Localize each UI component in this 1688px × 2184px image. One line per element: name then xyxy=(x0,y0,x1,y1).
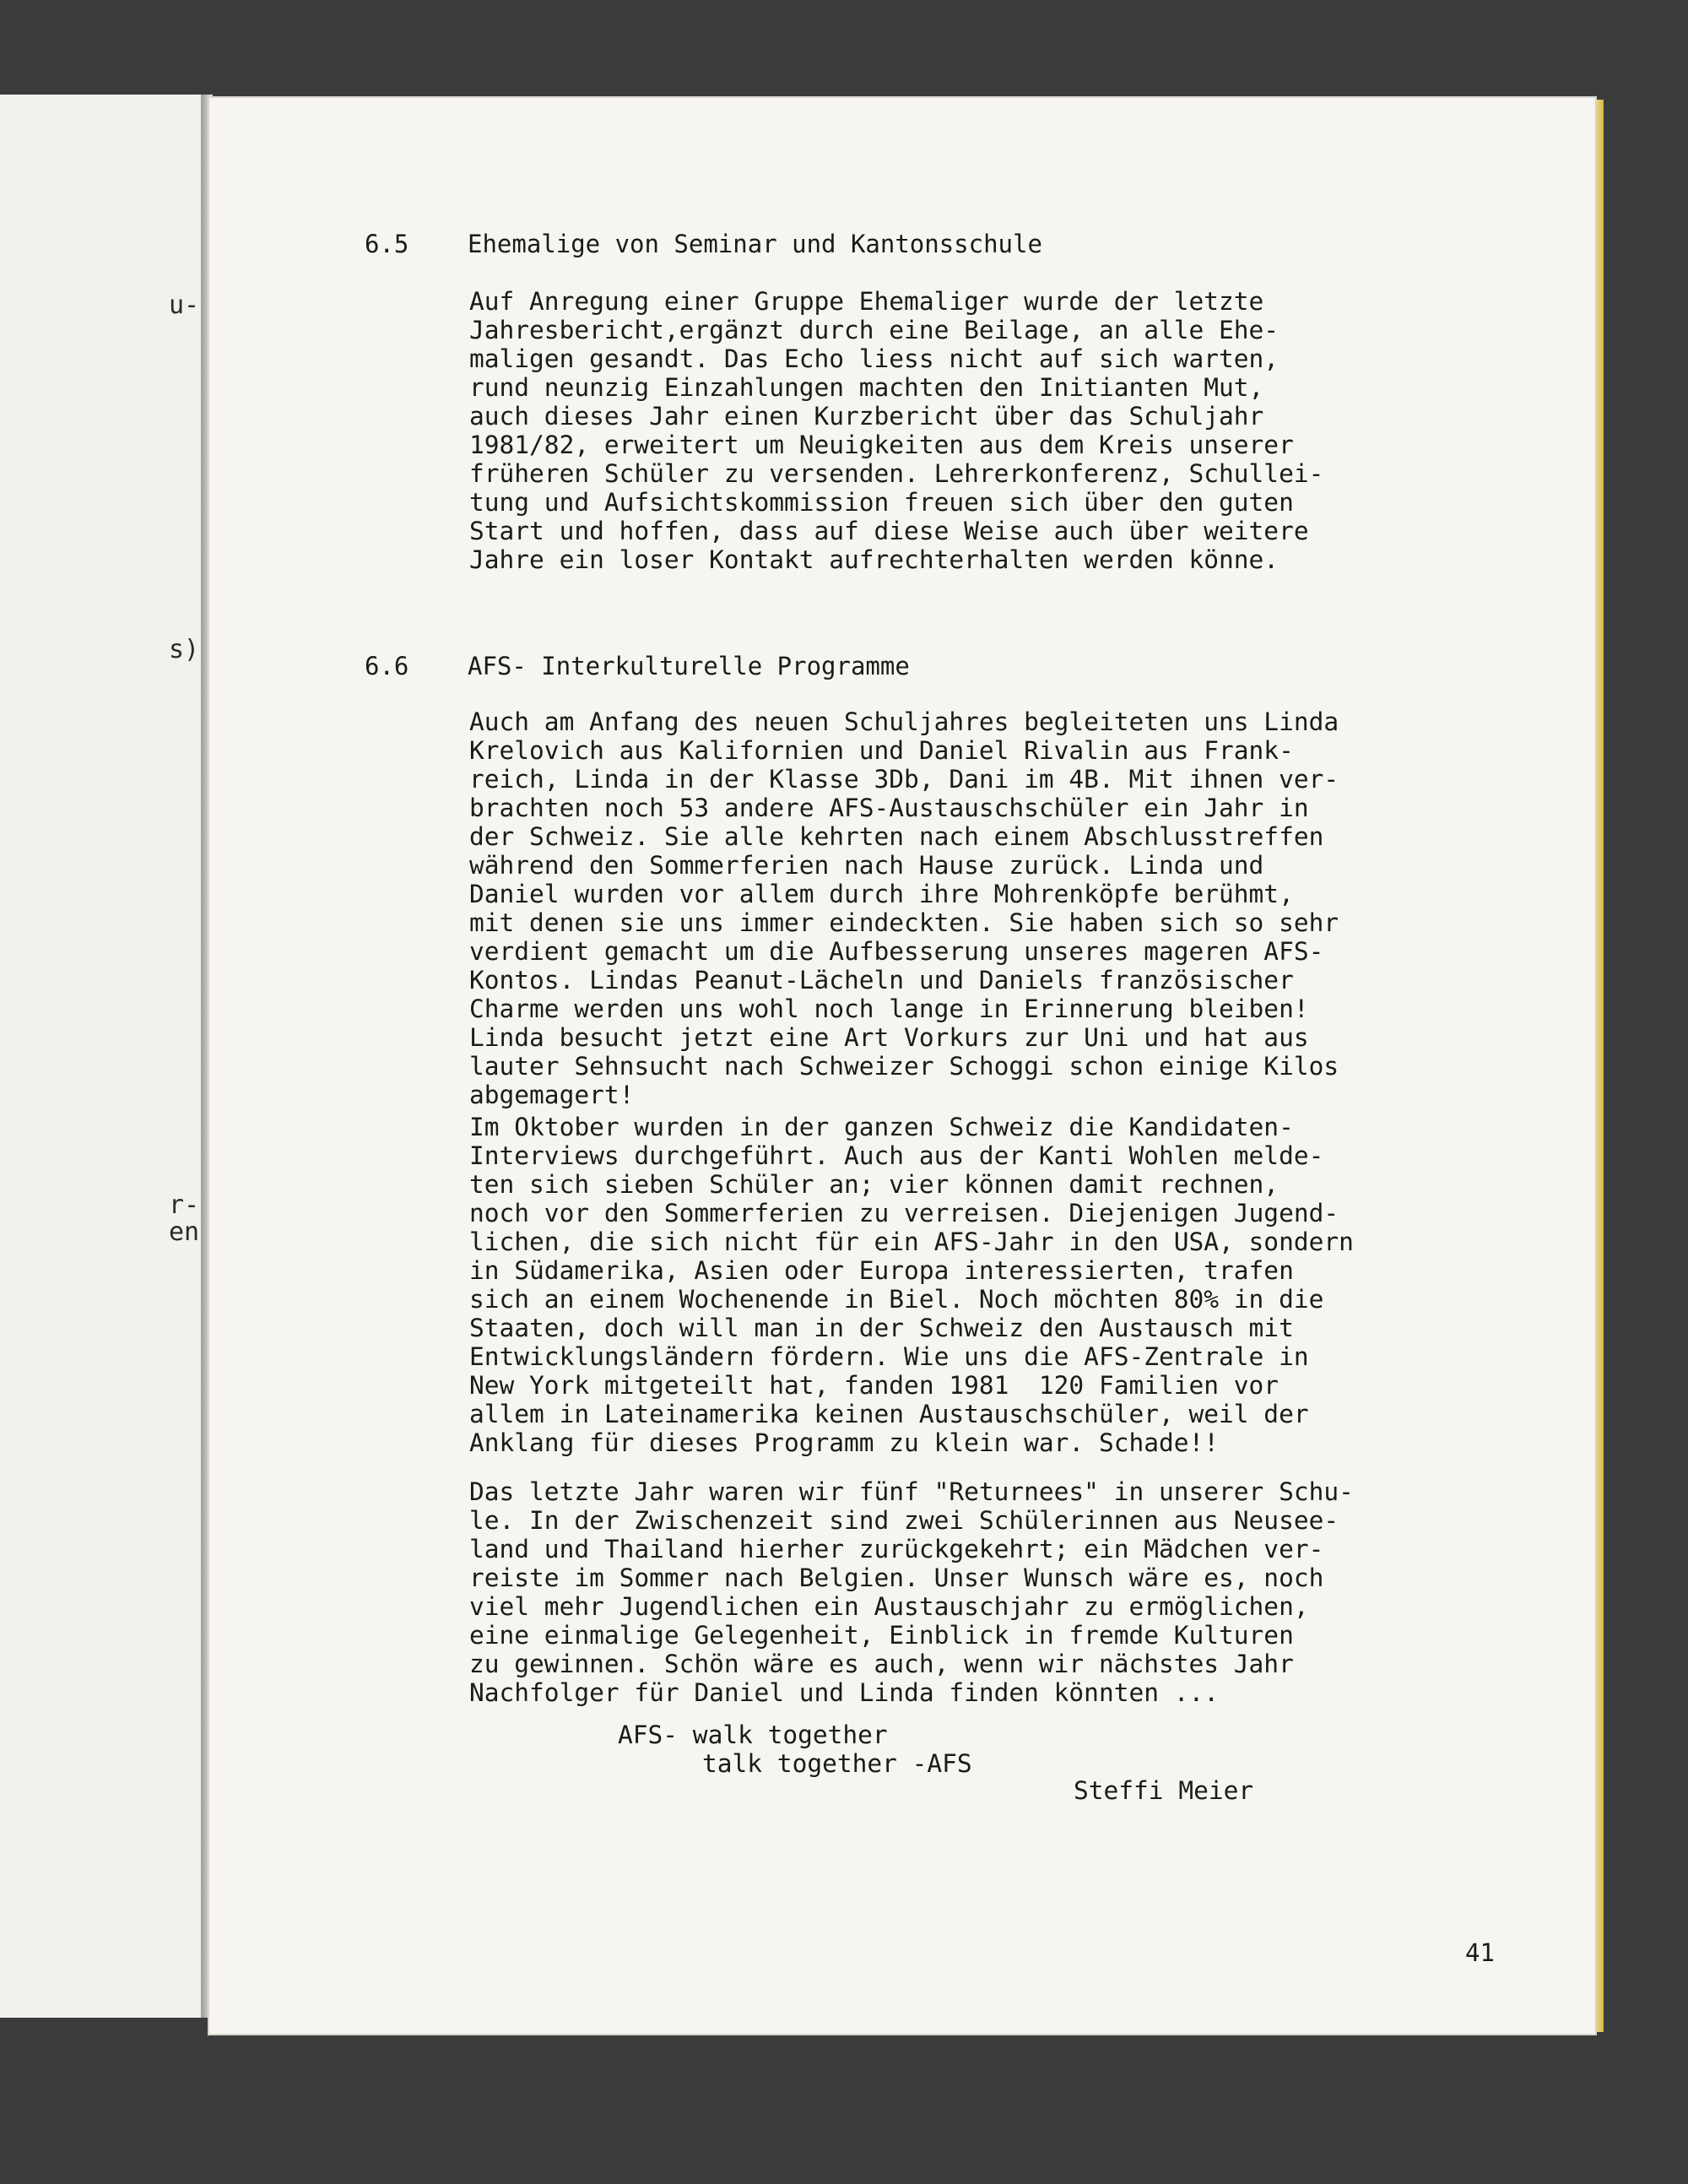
text-line: eine einmalige Gelegenheit, Einblick in fremde Kulturen xyxy=(469,1621,1294,1650)
afs-motto-line-1: AFS- walk together xyxy=(618,1721,888,1749)
text-line: sich an einem Wochenende in Biel. Noch möchten 80% in die xyxy=(469,1285,1324,1314)
text-line: tung und Aufsichtskommission freuen sich über den guten xyxy=(469,488,1294,517)
text-line: le. In der Zwischenzeit sind zwei Schülerinnen aus Neusee- xyxy=(469,1506,1339,1535)
text-line: Krelovich aus Kalifornien und Daniel Rivalin aus Frank- xyxy=(469,736,1294,765)
page-number: 41 xyxy=(1465,1938,1495,1967)
left-page-fragment: r- xyxy=(169,1190,200,1220)
text-line: Auch am Anfang des neuen Schuljahres begleiteten uns Linda xyxy=(469,707,1339,736)
text-line: Nachfolger für Daniel und Linda finden könnten ... xyxy=(469,1678,1220,1707)
text-line: Charme werden uns wohl noch lange in Erinnerung bleiben! xyxy=(469,994,1309,1023)
text-line: Linda besucht jetzt eine Art Vorkurs zur Uni und hat aus xyxy=(469,1023,1309,1052)
text-line: Jahre ein loser Kontakt aufrechterhalten werden könne. xyxy=(469,545,1280,574)
text-line: in Südamerika, Asien oder Europa interessierten, trafen xyxy=(469,1256,1294,1285)
text-line: Auf Anregung einer Gruppe Ehemaliger wurde der letzte xyxy=(469,287,1264,316)
text-line: land und Thailand hierher zurückgekehrt; ein Mädchen ver- xyxy=(469,1535,1324,1563)
text-line: viel mehr Jugendlichen ein Austauschjahr zu ermöglichen, xyxy=(469,1592,1309,1621)
text-line: lichen, die sich nicht für ein AFS-Jahr in den USA, sondern xyxy=(469,1227,1354,1256)
text-line: lauter Sehnsucht nach Schweizer Schoggi schon einige Kilos xyxy=(469,1052,1339,1081)
text-line: ten sich sieben Schüler an; vier können damit rechnen, xyxy=(469,1170,1280,1199)
author-signature: Steffi Meier xyxy=(1074,1776,1254,1805)
page-edge xyxy=(1595,100,1604,2032)
text-line: reiste im Sommer nach Belgien. Unser Wunsch wäre es, noch xyxy=(469,1563,1324,1592)
text-line: früheren Schüler zu versenden. Lehrerkonferenz, Schullei- xyxy=(469,459,1324,488)
section-number-6-6: 6.6 xyxy=(365,652,409,680)
text-line: mit denen sie uns immer eindeckten. Sie haben sich so sehr xyxy=(469,908,1339,937)
text-line: Interviews durchgeführt. Auch aus der Kanti Wohlen melde- xyxy=(469,1141,1324,1170)
text-line: Entwicklungsländern fördern. Wie uns die AFS-Zentrale in xyxy=(469,1342,1309,1371)
text-line: Anklang für dieses Programm zu klein war. Schade!! xyxy=(469,1428,1220,1457)
text-line: abgemagert! xyxy=(469,1081,635,1109)
text-line: reich, Linda in der Klasse 3Db, Dani im 4B. Mit ihnen ver- xyxy=(469,765,1339,794)
text-line: auch dieses Jahr einen Kurzbericht über das Schuljahr xyxy=(469,402,1264,431)
text-line: verdient gemacht um die Aufbesserung unseres mageren AFS- xyxy=(469,937,1324,966)
text-line: während den Sommerferien nach Hause zurück. Linda und xyxy=(469,851,1264,880)
text-line: allem in Lateinamerika keinen Austauschschüler, weil der xyxy=(469,1400,1309,1428)
text-line: Daniel wurden vor allem durch ihre Mohrenköpfe berühmt, xyxy=(469,880,1294,908)
text-line: New York mitgeteilt hat, fanden 1981 120 Familien vor xyxy=(469,1371,1280,1400)
previous-page-strip xyxy=(0,95,203,2018)
afs-motto-line-2: talk together -AFS xyxy=(702,1749,972,1778)
text-line: Jahresbericht,ergänzt durch eine Beilage, an alle Ehe- xyxy=(469,316,1280,344)
section-title-6-6: AFS- Interkulturelle Programme xyxy=(468,652,910,680)
text-line: 1981/82, erweitert um Neuigkeiten aus dem Kreis unserer xyxy=(469,431,1294,459)
text-line: noch vor den Sommerferien zu verreisen. Diejenigen Jugend- xyxy=(469,1199,1339,1227)
text-line: Staaten, doch will man in der Schweiz den Austausch mit xyxy=(469,1314,1294,1342)
left-page-fragment: en xyxy=(169,1217,200,1247)
text-line: Kontos. Lindas Peanut-Lächeln und Daniels französischer xyxy=(469,966,1294,994)
text-line: Start und hoffen, dass auf diese Weise auch über weitere xyxy=(469,517,1309,545)
text-line: rund neunzig Einzahlungen machten den Initianten Mut, xyxy=(469,373,1264,402)
section-6-5-paragraph xyxy=(469,287,1323,574)
left-page-fragment: s) xyxy=(169,635,200,664)
text-line: Das letzte Jahr waren wir fünf "Returnees" in unserer Schu- xyxy=(469,1477,1354,1506)
text-line: zu gewinnen. Schön wäre es auch, wenn wir nächstes Jahr xyxy=(469,1650,1294,1678)
section-6-6-paragraph-2 xyxy=(469,1113,1354,1457)
text-line: maligen gesandt. Das Echo liess nicht auf sich warten, xyxy=(469,344,1280,373)
section-6-6-paragraph-1 xyxy=(469,707,1339,1109)
section-number-6-5: 6.5 xyxy=(365,230,409,258)
text-line: brachten noch 53 andere AFS-Austauschschüler ein Jahr in xyxy=(469,794,1309,822)
section-title-6-5: Ehemalige von Seminar und Kantonsschule xyxy=(468,230,1042,258)
left-page-fragment: u- xyxy=(169,290,200,320)
text-line: der Schweiz. Sie alle kehrten nach einem Abschlusstreffen xyxy=(469,822,1324,851)
section-6-6-paragraph-3 xyxy=(469,1477,1354,1707)
text-line: Im Oktober wurden in der ganzen Schweiz die Kandidaten- xyxy=(469,1113,1294,1141)
